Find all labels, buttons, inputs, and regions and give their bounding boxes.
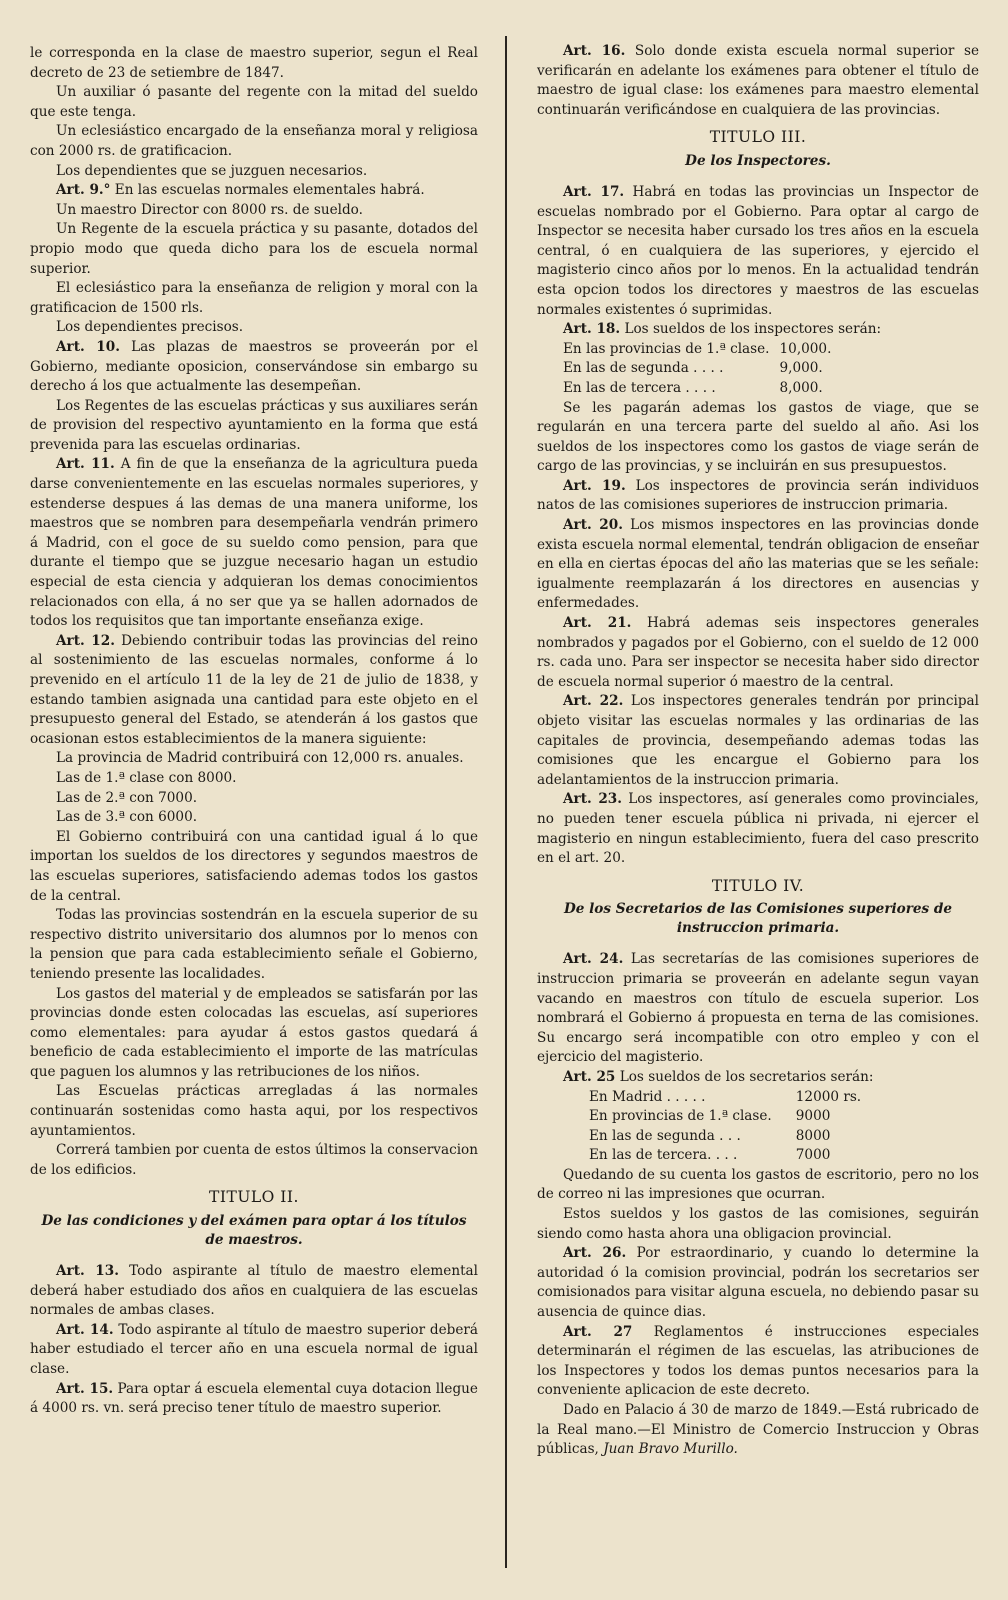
article-label: Art. 26. [563, 1245, 627, 1262]
paragraph: El eclesiástico para la enseñanza de religion y moral con la gratificacion de 1500 rls. [30, 280, 478, 316]
article-label: Art. 21. [563, 615, 632, 632]
right-column [537, 42, 979, 1460]
article-26 [537, 1244, 979, 1322]
article-text: Los mismos inspectores en las provincias donde exista escuela normal elemental, tendrán obligacion de enseñar en ella en ciertas épocas del año las materias que se les señale: igualmente reemplazarán á los directores en ausencias y enfermedades. [537, 517, 979, 612]
article-label: Art. 11. [56, 456, 115, 473]
article-20 [537, 516, 979, 614]
paragraph: Un eclesiástico encargado de la enseñanza moral y religiosa con 2000 rs. de gratificacion. [30, 123, 478, 159]
article-text: Los inspectores, así generales como provinciales, no pueden tener escuela pública ni privada, ni ejercer el magisterio en ningun establecimiento, fuera del caso prescrito en el art. 20. [537, 791, 979, 867]
article-23 [537, 790, 979, 868]
table-row [563, 359, 831, 379]
article-10 [30, 338, 478, 397]
article-18 [537, 320, 979, 340]
article-12 [30, 632, 478, 750]
paragraph: La provincia de Madrid contribuirá con 12,000 rs. anuales. [56, 750, 464, 767]
article-label: Art. 20. [563, 517, 623, 534]
salary-value: 8,000. [779, 379, 823, 396]
salary-value: 7000 [795, 1147, 831, 1164]
table-row [589, 1107, 861, 1127]
article-21 [537, 614, 979, 692]
table-row [589, 1127, 861, 1147]
closing-text: Dado en Palacio á 30 de marzo de 1849.—Está rubricado de la Real mano.—El Ministro de Comercio Instruccion y Obras públicas, [537, 1402, 979, 1458]
article-label: Art. 19. [563, 477, 626, 494]
article-13 [30, 1262, 478, 1321]
salary-label: En provincias de 1.ª clase. [589, 1108, 772, 1125]
article-text: Solo donde exista escuela normal superior se verificarán en adelante los exámenes para obtener el título de maestro de igual clase: los exámenes para maestro elemental continuarán verificándose en cualquiera de las provincias. [537, 43, 979, 118]
section-title: TITULO II. [209, 1188, 299, 1207]
table-row [589, 1088, 861, 1108]
paragraph: Quedando de su cuenta los gastos de escritorio, pero no los de correo ni las impresiones que ocurran. [537, 1166, 979, 1203]
section-title: TITULO IV. [711, 876, 805, 895]
article-label: Art. 15. [56, 1380, 114, 1397]
salary-label: En las de segunda . . . [589, 1127, 741, 1144]
paragraph: Los dependientes precisos. [56, 319, 244, 336]
paragraph: Los gastos del material y de empleados se satisfarán por las provincias donde esten colocadas las escuelas, así superiores como elementales: para ayudar á estos gastos quedará á beneficio de cada establecimiento el importe de las matrículas que paguen los alumnos y las retribuciones de los niños. [30, 985, 478, 1080]
paragraph: El Gobierno contribuirá con una cantidad igual á lo que importan los sueldos de los directores y segundos maestros de las escuelas superiores, satisfaciendo ademas todos los gastos de la central. [30, 828, 478, 904]
signature: Juan Bravo Murillo. [603, 1441, 738, 1458]
article-label: Art. 18. [563, 321, 621, 338]
article-text: Habrá ademas seis inspectores generales nombrados y pagados por el Gobierno, con el sueldo de 12 000 rs. cada uno. Para ser inspector se necesita haber sido director de escuela normal superior ó maestro de la central. [537, 615, 979, 690]
article-label: Art. 12. [56, 632, 115, 649]
article-text: Los inspectores generales tendrán por principal objeto visitar las escuelas normales y las ordinarias de las capitales de provincia, desempeñando ademas todas las comisiones que les encargue el Gobierno para los adelantamientos de la instruccion primaria. [537, 693, 979, 788]
section-title: TITULO III. [709, 128, 807, 147]
section-subtitle: De los Inspectores. [685, 152, 831, 169]
article-label: Art. 27 [563, 1323, 633, 1340]
article-text: Debiendo contribuir todas las provincias del reino al sostenimiento de las escuelas normales, conforme á lo prevenido en el artículo 11 de la ley de 21 de julio de 1838, y estando tambien asignada una cantidad para este objeto en el presupuesto general del Estado, se atenderán á los gastos que ocasionan estos establecimientos de la manera siguiente: [30, 632, 478, 747]
paragraph: Las Escuelas prácticas arregladas á las normales continuarán sostenidas como hasta aqui, por los respectivos ayuntamientos. [30, 1083, 478, 1139]
salary-value: 8000 [795, 1127, 831, 1144]
article-label: Art. 17. [563, 183, 625, 200]
article-label: Art. 24. [563, 951, 624, 968]
article-text: Todo aspirante al título de maestro elemental deberá haber estudiado dos años en cualquiera de las escuelas normales de ambas clases. [30, 1263, 479, 1319]
article-22 [537, 692, 979, 790]
paragraph: Los dependientes que se juzguen necesarios. [56, 162, 368, 179]
article-25 [537, 1068, 979, 1088]
article-label: Art. 9.° [56, 182, 111, 199]
salary-label: En las de segunda . . . . [563, 360, 724, 377]
table-row [589, 1146, 861, 1166]
salary-label: En las de tercera. . . . [589, 1147, 738, 1164]
article-text: En las escuelas normales elementales habrá. [114, 182, 425, 199]
paragraph: le corresponda en la clase de maestro superior, segun el Real decreto de 23 de setiembre de 1847. [30, 45, 478, 81]
article-label: Art. 22. [563, 693, 624, 710]
article-27 [537, 1323, 979, 1401]
salary-value: 12000 rs. [795, 1088, 862, 1105]
paragraph: Se les pagarán ademas los gastos de viage, que se regularán en una tercera parte del sueldo al año. Asi los sueldos de los inspectores como los gastos de viage serán de cargo de las provincias, y se incluirán en sus presupuestos. [537, 399, 979, 475]
article-text: Para optar á escuela elemental cuya dotacion llegue á 4000 rs. vn. será preciso tener título de maestro superior. [30, 1380, 478, 1417]
left-column [30, 44, 478, 1419]
paragraph: Un Regente de la escuela práctica y su pasante, dotados del propio modo que queda dicho para los de escuela normal superior. [30, 221, 478, 277]
article-label: Art. 23. [563, 791, 622, 808]
article-14 [30, 1321, 478, 1380]
article-text: Los sueldos de los inspectores serán: [624, 321, 882, 338]
article-label: Art. 25 [563, 1068, 616, 1085]
article-text: Los inspectores de provincia serán individuos natos de las comisiones superiores de instruccion primaria. [537, 477, 980, 514]
paragraph: Un auxiliar ó pasante del regente con la mitad del sueldo que este tenga. [30, 84, 478, 120]
section-subtitle: De las condiciones y del exámen para optar á los títulos de maestros. [41, 1213, 467, 1249]
column-divider [505, 36, 507, 1568]
article-17 [537, 183, 979, 320]
closing-paragraph [537, 1401, 979, 1460]
salary-label: En las provincias de 1.ª clase. [563, 340, 770, 357]
paragraph: Todas las provincias sostendrán en la escuela superior de su respectivo distrito universitario dos alumnos por lo menos con la pension que para cada establecimiento señale el Gobierno, teniendo presente las localidades. [30, 907, 478, 982]
contribution-line: Las de 1.ª clase con 8000. [56, 769, 237, 786]
secretary-salary-table [589, 1088, 861, 1166]
inspector-salary-table [563, 340, 831, 399]
contribution-line: Las de 2.ª con 7000. [56, 789, 198, 806]
paragraph: Estos sueldos y los gastos de las comisiones, seguirán siendo como hasta ahora una obligacion provincial. [537, 1206, 979, 1242]
article-label: Art. 14. [56, 1321, 114, 1338]
article-text: Habrá en todas las provincias un Inspector de escuelas nombrado por el Gobierno. Para optar al cargo de Inspector se necesita haber cursado los tres años en la escuela central, ó en cualquiera de las superiores, y ejercido el magisterio cinco años por lo menos. En la actualidad tendrán esta opcion todos los directores y maestros de las escuelas normales existentes ó suprimidas. [537, 183, 979, 318]
article-text: Reglamentos é instrucciones especiales determinarán el régimen de las escuelas, las atribuciones de los Inspectores y todos los demas puntos necesarios para la conveniente aplicacion de este decreto. [537, 1323, 979, 1399]
contribution-line: Las de 3.ª con 6000. [56, 809, 198, 826]
salary-label: En las de tercera . . . . [563, 379, 716, 396]
salary-value: 9000 [795, 1108, 831, 1125]
paragraph: Un maestro Director con 8000 rs. de sueldo. [56, 201, 363, 218]
article-label: Art. 10. [56, 338, 120, 355]
table-row [563, 379, 831, 399]
article-24 [537, 950, 979, 1068]
paragraph: Correrá tambien por cuenta de estos últimos la conservacion de los edificios. [30, 1142, 478, 1178]
article-text: Las plazas de maestros se proveerán por el Gobierno, mediante oposicion, conservándose sin embargo su derecho á los que actualmente las desempeñan. [30, 338, 478, 395]
article-text: Los sueldos de los secretarios serán: [619, 1068, 874, 1085]
article-11 [30, 455, 478, 631]
article-text: Las secretarías de las comisiones superiores de instruccion primaria se proveerán en adelante segun vayan vacando en maestros con título de escuela superior. Los nombrará el Gobierno á propuesta en terna de las comisiones. Su encargo será incompatible con otro empleo y con el ejercicio del magisterio. [537, 951, 979, 1066]
article-text: Todo aspirante al título de maestro superior deberá haber estudiado el tercer año en una escuela normal de igual clase. [30, 1321, 478, 1377]
table-row [563, 340, 831, 360]
paragraph: Los Regentes de las escuelas prácticas y sus auxiliares serán de provision del respectivo ayuntamiento en la forma que está prevenida para las escuelas ordinarias. [30, 397, 478, 453]
salary-label: En Madrid . . . . . [589, 1088, 706, 1105]
article-label: Art. 13. [56, 1263, 119, 1280]
article-9 [30, 181, 478, 201]
salary-value: 9,000. [779, 360, 823, 377]
article-16 [537, 42, 979, 120]
article-text: Por estraordinario, y cuando lo determine la autoridad ó la comision provincial, podrán los secretarios ser comisionados para visitar alguna escuela, no debiendo pasar su ausencia de quince dias. [537, 1245, 979, 1321]
salary-value: 10,000. [779, 340, 832, 357]
article-19 [537, 477, 979, 516]
article-text: A fin de que la enseñanza de la agricultura pueda darse convenientemente en las escuelas normales superiores, y estenderse despues á las demas de una manera uniforme, los maestros que se nombren para desempeñarla vendrán primero á Madrid, con el goce de su sueldo como pension, para que durante el tiempo que se juzgue necesario hagan un estudio especial de esta ciencia y adquieran los demas conocimientos relacionados con ella, á no ser que ya se hallen adornados de todos los requisitos que tan importante enseñanza exige. [30, 456, 478, 630]
article-15 [30, 1380, 478, 1419]
section-subtitle: De los Secretarios de las Comisiones superiores de instruccion primaria. [563, 901, 953, 937]
article-label: Art. 16. [563, 43, 626, 59]
